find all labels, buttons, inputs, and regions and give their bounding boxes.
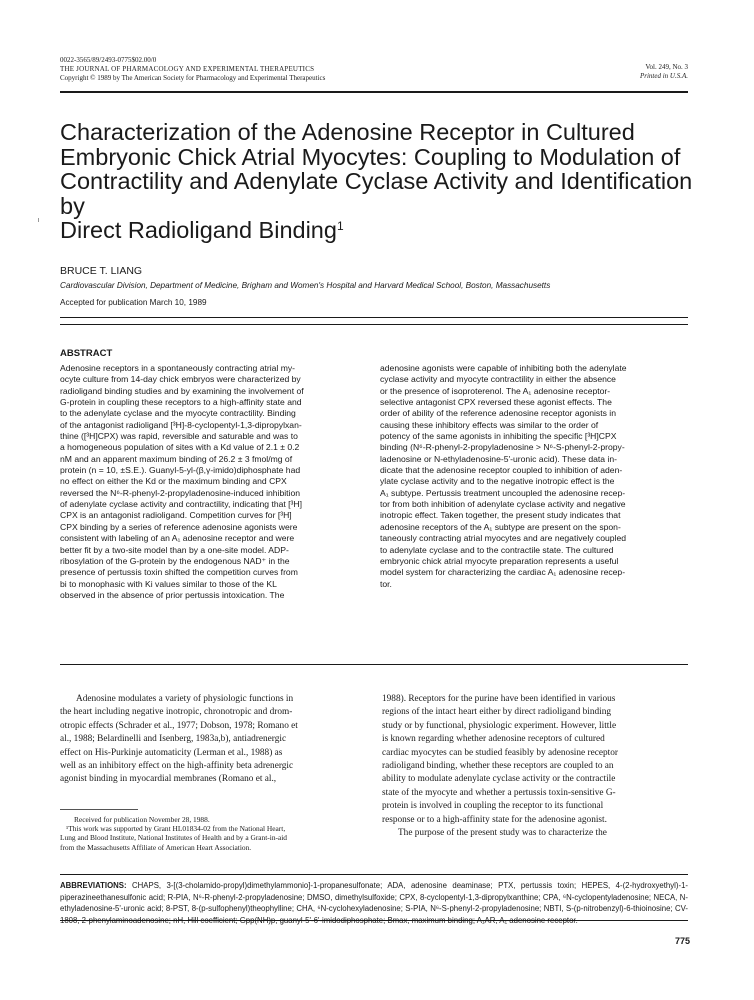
- abstract-line: presence of pertussis toxin shifted the competition curves from: [60, 567, 298, 578]
- body-line: state of the myocyte and whether a pertussis toxin-sensitive G-: [382, 787, 616, 798]
- title-line: Direct Radioligand Binding$^1$: [60, 217, 344, 243]
- title-footnote-mark: 1: [336, 219, 344, 233]
- body-line: well as an inhibitory effect on the high-affinity beta adrenergic: [60, 761, 294, 772]
- abbreviations-text: CHAPS, 3-[(3-cholamido-propyl)dimethylammonio]-1-propanesulfonate; ADA, adenosine deaminase; PTX, pertussis toxin; HEPES, 4-(2-hydroxyethyl)-1-piperazineethanesulfonic acid; R-PIA, N⁶-R-phenyl-2-propyladenosine; DMSO, dimethylsulfoxide; CPX, 8-cyclopentyl-1,3-dipropylxanthine; CPA, ⁶N-cyclopentyladenosine; NECA, N-ethyladenosine-5'-uronic acid; 8-PST, 8-(p-sulfophenyl)theophylline; CHA, ⁶N-cyclohexyladenosine; S-PIA, N⁶-S-phenyl-2-propyladenosine; NBTI, S-(p-nitrobenzyl)-6-thioinosine; CV-: [60, 881, 688, 914]
- abstract-line: order of ability of the reference adenosine receptor agonists in: [380, 408, 616, 419]
- journal-header-right: [640, 63, 688, 81]
- abstract-line: observed in the absence of prior pertussis intoxication. The: [60, 589, 285, 600]
- title-rule: [60, 317, 688, 318]
- author-name: BRUCE T. LIANG: [60, 265, 143, 277]
- title-line: Contractility and Adenylate Cyclase Activity and Identification by: [60, 168, 693, 219]
- abstract-line: inotropic effect. Taken together, the present study indicates that: [380, 510, 621, 521]
- footnote-rule: [60, 809, 138, 810]
- author-affiliation: Cardiovascular Division, Department of Medicine, Brigham and Women's Hospital and Harvard Medical School, Boston, Massachusetts: [60, 281, 551, 290]
- abstract-line: of the antagonist radioligand [³H]-8-cyclopentyl-1,3-dipropylxan-: [60, 419, 302, 430]
- abstract-line: cyclase activity and myocyte contractility in either the absence: [380, 374, 616, 385]
- abstract-line: selective antagonist CPX reversed these agonist effects. The: [380, 397, 612, 408]
- abstract-line: ocyte culture from 14-day chick embryos were characterized by: [60, 374, 301, 385]
- abstract-line: no effect on either the Kd or the maximum binding and CPX: [60, 476, 287, 487]
- abstract-line: adenosine agonists were capable of inhibiting both the adenylate: [380, 363, 627, 373]
- title-rule-double: [60, 324, 688, 325]
- abstract-line: tor from both inhibition of adenylate cyclase activity and negative: [380, 499, 626, 510]
- body-line: regions of the intact heart either by direct radioligand binding: [382, 707, 611, 718]
- received-date: Received for publication November 28, 1988.: [74, 815, 210, 824]
- abstract-line: potency of the same agonists in inhibiting the specific [³H]CPX: [380, 431, 617, 442]
- abstract-line: ladenosine or N-ethyladenosine-5'-uronic acid). These data in-: [380, 453, 617, 464]
- abstract-line: a homogeneous population of sites with a Kd value of 2.1 ± 0.2: [60, 442, 300, 453]
- abstract-line: embryonic chick atrial myocyte preparation represents a useful: [380, 555, 619, 566]
- title-line: Characterization of the Adenosine Receptor in Cultured: [60, 119, 635, 145]
- abstract-line: or the presence of isoproterenol. The A₁ adenosine receptor-: [380, 385, 611, 396]
- abstract-line: thine ([³H]CPX) was rapid, reversible and saturable and was to: [60, 431, 298, 442]
- body-line: response or to a high-affinity state for the adenosine agonist.: [382, 814, 607, 825]
- abstract-rule: [60, 664, 688, 665]
- body-line: The purpose of the present study was to characterize the: [398, 828, 607, 839]
- abstract-line: better fit by a two-site model than by a one-site model. ADP-: [60, 544, 289, 555]
- abstract-line: CPX binding by a series of reference adenosine agonists were: [60, 521, 298, 532]
- abstract-line: model system for characterizing the cardiac A₁ adenosine recep-: [380, 567, 626, 578]
- abstract-line: taneously contracting atrial myocytes and are negatively coupled: [380, 533, 627, 544]
- accepted-date: Accepted for publication March 10, 1989: [60, 298, 207, 307]
- body-line: agonist binding in myocardial membranes (Romano et al.,: [60, 774, 277, 785]
- margin-tick: [38, 218, 39, 222]
- body-left-column: [60, 693, 366, 787]
- header-line: 0022-3565/89/2493-0775$02.00/0: [60, 56, 157, 64]
- abstract-line: ribosylation of the G-protein by the endogenous NAD⁺ in the: [60, 555, 290, 566]
- body-line: is known regarding whether adenosine receptors of cultured: [382, 734, 605, 745]
- funding-footnote: from the Massachusetts Affiliate of American Heart Association.: [60, 842, 252, 852]
- footnotes: [60, 815, 366, 852]
- abstract-line: bi to monophasic with Ki values similar to those of the KL: [60, 578, 277, 589]
- abstract-line: of adenylate cyclase activity and contractility, indicating that [³H]: [60, 499, 303, 510]
- body-line: 1988). Receptors for the purine have been identified in various: [382, 694, 616, 704]
- abstract-line: Adenosine receptors in a spontaneously contracting atrial my-: [60, 363, 296, 373]
- body-line: otropic effects (Schrader et al., 1977; Dobson, 1978; Romano et: [60, 720, 298, 731]
- abstract-line: tor.: [380, 578, 392, 589]
- abstract-line: adenosine receptors of the A₁ subtype are present on the spon-: [380, 521, 621, 532]
- abstract-line: radioligand binding studies and by examining the involvement of: [60, 385, 304, 396]
- abstract-line: to adenylate cyclase and to the contractile state. The cultured: [380, 544, 614, 555]
- abstract-line: to the adenylate cyclase and the myocyte contractility. Binding: [60, 408, 296, 419]
- abstract-heading: ABSTRACT: [60, 348, 113, 359]
- abstract-line: protein (n = 10, ±S.E.). Guanyl-5-yl-(β,γ-imido)diphosphate had: [60, 465, 301, 476]
- body-line: radioligand binding, whether these receptors are coupled to an: [382, 761, 614, 772]
- abstract-right-column: [380, 363, 689, 590]
- title-line: Embryonic Chick Atrial Myocytes: Coupling to Modulation of: [60, 143, 681, 170]
- funding-footnote: Lung and Blood Institute, National Institutes of Health and by a Grant-in-aid: [60, 833, 288, 843]
- volume-line: Vol. 249, No. 3: [645, 63, 688, 71]
- abstract-line: reversed the N⁶-R-phenyl-2-propyladenosine-induced inhibition: [60, 487, 300, 498]
- abstract-left-column: [60, 363, 368, 601]
- body-line: effect on His-Purkinje automaticity (Lerman et al., 1988) as: [60, 747, 283, 758]
- abbreviations-rule: [60, 874, 688, 875]
- body-line: al., 1988; Belardinelli and Isenberg, 1983a,b), antiadrenergic: [60, 734, 287, 745]
- body-line: study or by functional, physiologic experiment. However, little: [382, 720, 617, 731]
- abstract-line: G-protein in coupling these receptors to a high-affinity state and: [60, 397, 302, 408]
- abstract-line: consistent with labeling of an A₁ adenosine receptor and were: [60, 533, 295, 544]
- abstract-line: binding (N⁶-R-phenyl-2-propyladenosine > N⁶-S-phenyl-2-propy-: [380, 442, 625, 453]
- abstract-line: causing these inhibitory effects was similar to the order of: [380, 419, 599, 430]
- body-right-column: [382, 693, 688, 840]
- body-line: the heart including negative inotropic, chronotropic and drom-: [60, 707, 293, 718]
- abbreviations-bottom-rule: [60, 920, 688, 921]
- header-line: Copyright © 1989 by The American Society for Pharmacology and Experimental Therapeutics: [60, 74, 326, 82]
- body-line: Adenosine modulates a variety of physiologic functions in: [76, 694, 294, 704]
- abstract-line: nM and an apparent maximum binding of 26.2 ± 3 fmol/mg of: [60, 453, 293, 464]
- abstract-line: ylate cyclase activity and to the negative inotropic effect is the: [380, 476, 615, 487]
- abstract-line: CPX is an antagonist radioligand. Competition curves for [³H]: [60, 510, 292, 521]
- body-line: cardiac myocytes can be studied feasibly by adenosine receptor: [382, 747, 618, 758]
- article-title: [60, 120, 700, 243]
- abstract-line: dicate that the adenosine receptor coupled to inhibition of aden-: [380, 465, 623, 476]
- header-line: THE JOURNAL OF PHARMACOLOGY AND EXPERIMENTAL THERAPEUTICS: [60, 65, 315, 73]
- abbreviations-label: ABBREVIATIONS:: [60, 881, 127, 890]
- header-rule: [60, 91, 688, 93]
- printed-line: Printed in U.S.A.: [639, 72, 688, 80]
- body-line: protein is involved in coupling the receptor to its functional: [382, 801, 604, 812]
- page-number: 775: [674, 936, 690, 946]
- abstract-line: A₁ subtype. Pertussis treatment uncoupled the adenosine recep-: [380, 487, 626, 498]
- journal-header-left: [60, 56, 325, 83]
- body-line: ability to modulate adenylate cyclase activity or the contractile: [382, 774, 616, 785]
- funding-footnote: ¹This work was supported by Grant HL01834-02 from the National Heart,: [66, 824, 286, 834]
